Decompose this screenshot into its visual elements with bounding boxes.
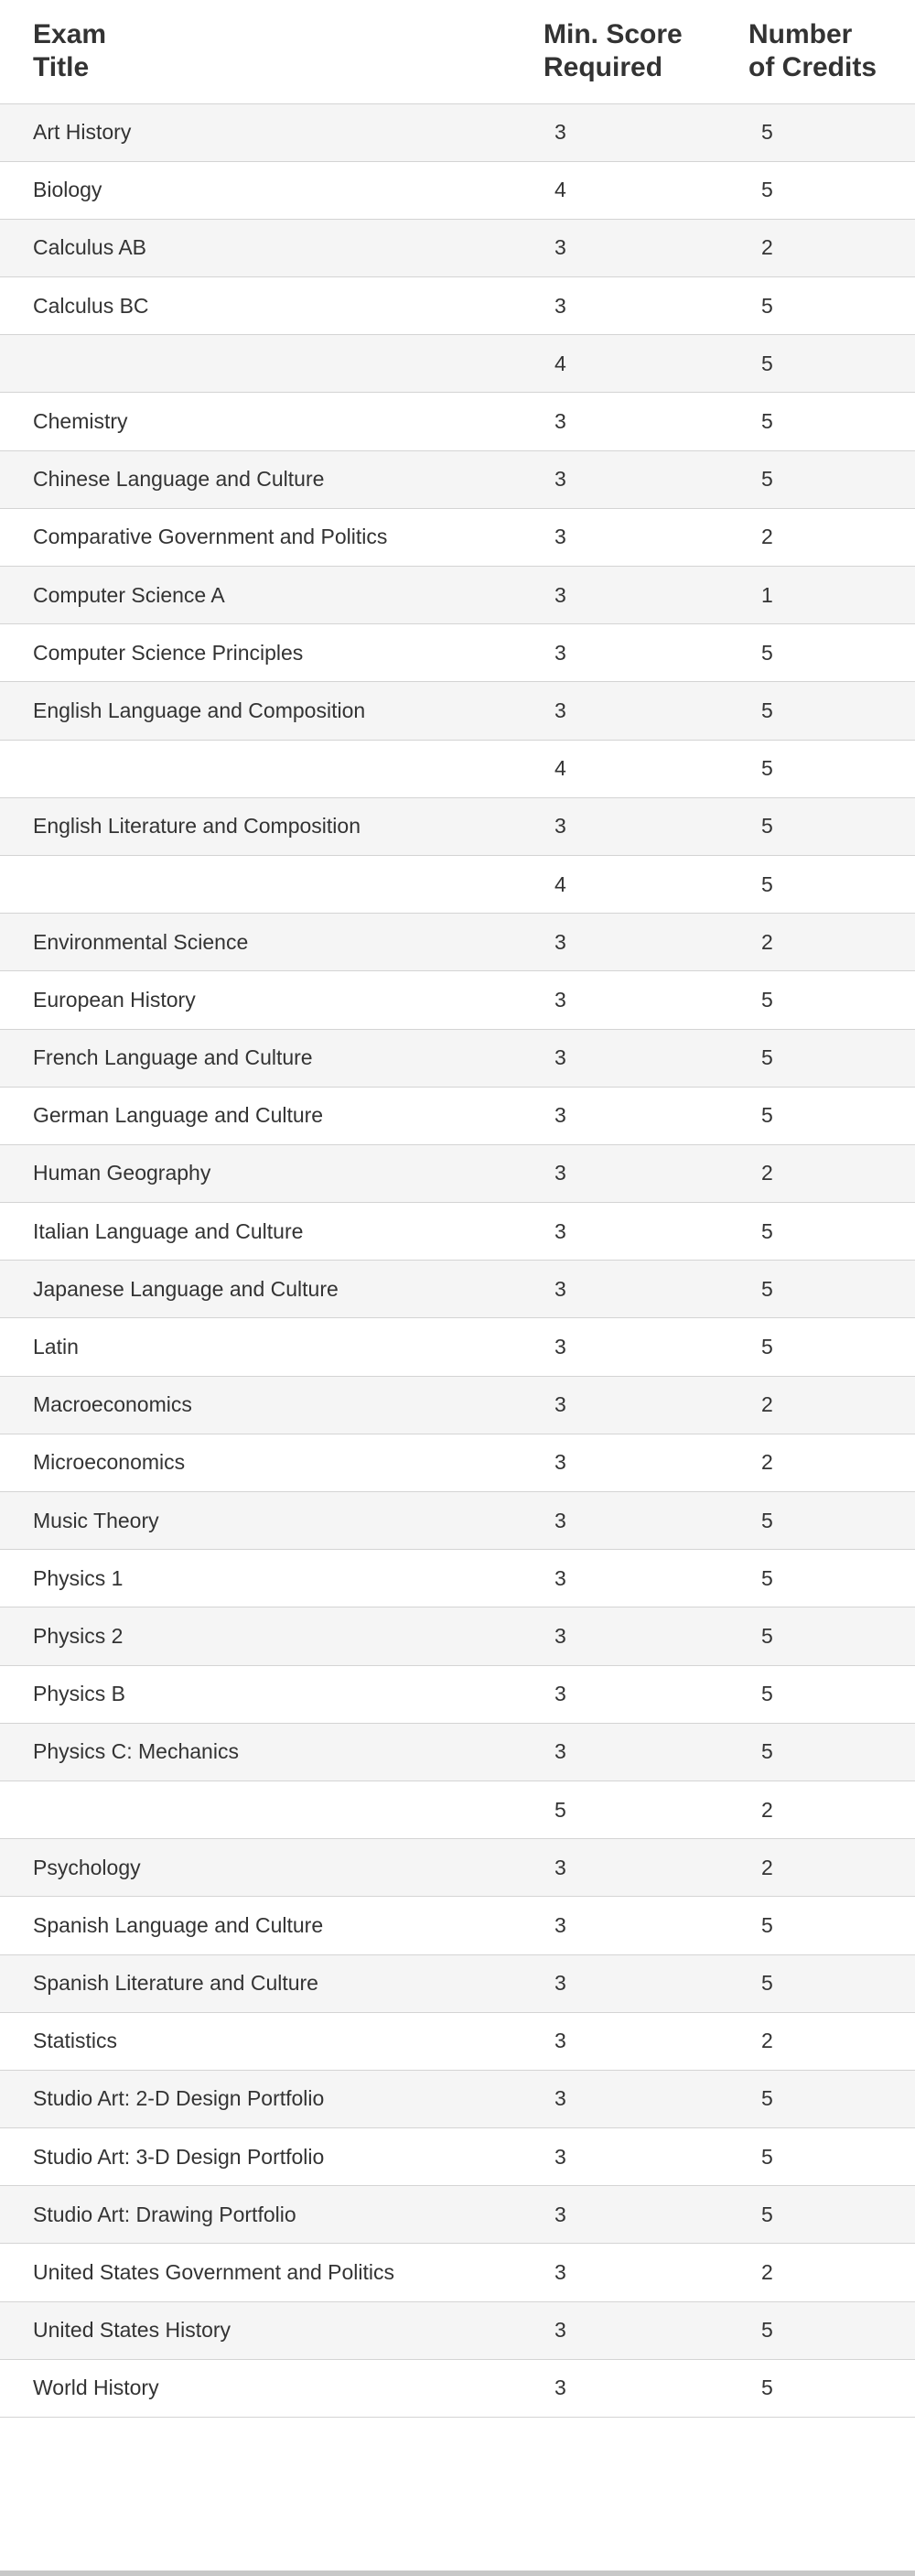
exam-title-cell	[0, 1780, 544, 1838]
header-credits-line-2: of Credits	[748, 52, 877, 83]
table-row	[0, 971, 915, 1029]
credits-cell: 5	[748, 1261, 915, 1318]
header-min-score	[544, 0, 748, 103]
exam-title-cell: Music Theory	[0, 1492, 544, 1550]
table-row	[0, 2128, 915, 2186]
exam-title-cell: Statistics	[0, 2012, 544, 2070]
exam-title-cell: Microeconomics	[0, 1434, 544, 1491]
exam-title-cell	[0, 335, 544, 393]
exam-title-cell: Spanish Language and Culture	[0, 1897, 544, 1954]
credits-cell: 5	[748, 393, 915, 450]
credits-cell: 2	[748, 1434, 915, 1491]
credits-cell: 2	[748, 1780, 915, 1838]
min-score-cell: 4	[544, 740, 748, 797]
table-row	[0, 682, 915, 740]
min-score-cell: 4	[544, 335, 748, 393]
credits-cell: 5	[748, 1954, 915, 2012]
exam-title-cell: Computer Science A	[0, 567, 544, 624]
exam-title-cell: Studio Art: Drawing Portfolio	[0, 2186, 544, 2244]
header-row	[0, 0, 915, 103]
table-row	[0, 1492, 915, 1550]
min-score-cell: 3	[544, 1203, 748, 1261]
credits-cell: 5	[748, 855, 915, 913]
min-score-cell: 3	[544, 1723, 748, 1780]
min-score-cell: 3	[544, 1607, 748, 1665]
credits-cell: 2	[748, 1839, 915, 1897]
min-score-cell: 3	[544, 567, 748, 624]
exam-title-cell: Biology	[0, 161, 544, 219]
exam-title-cell: Physics 2	[0, 1607, 544, 1665]
min-score-cell: 3	[544, 103, 748, 161]
credits-cell: 5	[748, 277, 915, 335]
credits-cell: 5	[748, 2070, 915, 2127]
credits-cell: 2	[748, 1144, 915, 1202]
table-row	[0, 914, 915, 971]
table-row	[0, 103, 915, 161]
table-row	[0, 2186, 915, 2244]
table-row	[0, 161, 915, 219]
min-score-cell: 3	[544, 1839, 748, 1897]
min-score-cell: 3	[544, 2070, 748, 2127]
table-row	[0, 2244, 915, 2301]
exam-title-cell: Comparative Government and Politics	[0, 508, 544, 566]
table-row	[0, 277, 915, 335]
credits-cell: 5	[748, 2301, 915, 2359]
exam-title-cell: Latin	[0, 1318, 544, 1376]
credits-cell: 2	[748, 914, 915, 971]
min-score-cell: 3	[544, 2359, 748, 2417]
table-row	[0, 797, 915, 855]
credits-cell: 5	[748, 682, 915, 740]
credits-cell: 5	[748, 1318, 915, 1376]
min-score-cell: 3	[544, 914, 748, 971]
exam-title-cell: Psychology	[0, 1839, 544, 1897]
min-score-cell: 3	[544, 2186, 748, 2244]
exam-title-cell: French Language and Culture	[0, 1029, 544, 1087]
header-exam-title	[0, 0, 544, 103]
min-score-cell: 3	[544, 1144, 748, 1202]
table-row	[0, 1897, 915, 1954]
min-score-cell: 3	[544, 2301, 748, 2359]
exam-title-cell: Physics 1	[0, 1550, 544, 1607]
min-score-cell: 3	[544, 797, 748, 855]
table-row	[0, 1954, 915, 2012]
credits-cell: 5	[748, 103, 915, 161]
min-score-cell: 3	[544, 1087, 748, 1144]
table-row	[0, 1665, 915, 1723]
exam-title-cell: English Language and Composition	[0, 682, 544, 740]
min-score-cell: 3	[544, 1261, 748, 1318]
exam-title-cell: Chinese Language and Culture	[0, 450, 544, 508]
table-row	[0, 1203, 915, 1261]
table-row	[0, 2301, 915, 2359]
exam-title-cell: Computer Science Principles	[0, 624, 544, 682]
table-row	[0, 1318, 915, 1376]
min-score-cell: 3	[544, 1954, 748, 2012]
credits-cell: 5	[748, 450, 915, 508]
table-row	[0, 1434, 915, 1491]
min-score-cell: 3	[544, 1318, 748, 1376]
exam-title-cell: Environmental Science	[0, 914, 544, 971]
credits-cell: 2	[748, 2012, 915, 2070]
exam-title-cell	[0, 740, 544, 797]
min-score-cell: 3	[544, 971, 748, 1029]
credits-cell: 2	[748, 219, 915, 276]
credits-cell: 5	[748, 2128, 915, 2186]
credits-cell: 5	[748, 1550, 915, 1607]
credits-cell: 5	[748, 1029, 915, 1087]
credits-cell: 5	[748, 1492, 915, 1550]
table-row	[0, 219, 915, 276]
credits-cell: 5	[748, 2359, 915, 2417]
credits-cell: 5	[748, 971, 915, 1029]
table-row	[0, 2359, 915, 2417]
exam-title-cell: Physics B	[0, 1665, 544, 1723]
exam-title-cell: United States Government and Politics	[0, 2244, 544, 2301]
credits-cell: 5	[748, 1665, 915, 1723]
min-score-cell: 3	[544, 1434, 748, 1491]
exam-title-cell: United States History	[0, 2301, 544, 2359]
min-score-cell: 3	[544, 2128, 748, 2186]
table-row	[0, 624, 915, 682]
min-score-cell: 3	[544, 393, 748, 450]
exam-title-cell	[0, 855, 544, 913]
credits-cell: 5	[748, 1607, 915, 1665]
credits-cell: 5	[748, 740, 915, 797]
table-row	[0, 1780, 915, 1838]
min-score-cell: 3	[544, 1665, 748, 1723]
header-min-score-line-1: Min. Score	[544, 19, 683, 50]
table-row	[0, 1607, 915, 1665]
min-score-cell: 3	[544, 277, 748, 335]
table-row	[0, 1376, 915, 1434]
credits-cell: 5	[748, 1723, 915, 1780]
table-row	[0, 567, 915, 624]
table-row	[0, 1839, 915, 1897]
min-score-cell: 5	[544, 1780, 748, 1838]
min-score-cell: 3	[544, 2244, 748, 2301]
exam-title-cell: European History	[0, 971, 544, 1029]
min-score-cell: 3	[544, 2012, 748, 2070]
exam-title-cell: Art History	[0, 103, 544, 161]
table-header	[0, 0, 915, 103]
exam-title-cell: Studio Art: 3-D Design Portfolio	[0, 2128, 544, 2186]
exam-title-cell: German Language and Culture	[0, 1087, 544, 1144]
exam-title-cell: World History	[0, 2359, 544, 2417]
table-row	[0, 2070, 915, 2127]
table-row	[0, 335, 915, 393]
min-score-cell: 3	[544, 624, 748, 682]
exam-title-cell: Physics C: Mechanics	[0, 1723, 544, 1780]
credits-cell: 5	[748, 624, 915, 682]
exam-title-cell: Italian Language and Culture	[0, 1203, 544, 1261]
header-exam-title-line-1: Exam	[33, 19, 107, 50]
credits-cell: 5	[748, 1087, 915, 1144]
min-score-cell: 4	[544, 161, 748, 219]
credits-cell: 5	[748, 1203, 915, 1261]
credits-cell: 5	[748, 161, 915, 219]
credits-cell: 5	[748, 797, 915, 855]
min-score-cell: 3	[544, 1550, 748, 1607]
credits-cell: 5	[748, 335, 915, 393]
exam-title-cell: Macroeconomics	[0, 1376, 544, 1434]
exam-title-cell: Human Geography	[0, 1144, 544, 1202]
min-score-cell: 3	[544, 219, 748, 276]
min-score-cell: 3	[544, 1029, 748, 1087]
min-score-cell: 3	[544, 1376, 748, 1434]
table-row	[0, 1723, 915, 1780]
table-row	[0, 1261, 915, 1318]
table-row	[0, 1087, 915, 1144]
bottom-divider	[0, 2571, 915, 2576]
min-score-cell: 4	[544, 855, 748, 913]
table-row	[0, 393, 915, 450]
exam-title-cell: English Literature and Composition	[0, 797, 544, 855]
exam-title-cell: Studio Art: 2-D Design Portfolio	[0, 2070, 544, 2127]
table-row	[0, 508, 915, 566]
credits-cell: 2	[748, 1376, 915, 1434]
header-credits	[748, 0, 915, 103]
exam-title-cell: Calculus AB	[0, 219, 544, 276]
exam-title-cell: Spanish Literature and Culture	[0, 1954, 544, 2012]
exam-title-cell: Calculus BC	[0, 277, 544, 335]
table-row	[0, 740, 915, 797]
header-min-score-line-2: Required	[544, 52, 663, 83]
table-row	[0, 2012, 915, 2070]
min-score-cell: 3	[544, 450, 748, 508]
table-row	[0, 450, 915, 508]
table-body	[0, 103, 915, 2418]
exam-title-cell: Chemistry	[0, 393, 544, 450]
table-row	[0, 1550, 915, 1607]
table-row	[0, 1029, 915, 1087]
header-exam-title-line-2: Title	[33, 52, 90, 83]
min-score-cell: 3	[544, 682, 748, 740]
min-score-cell: 3	[544, 1492, 748, 1550]
credits-cell: 2	[748, 508, 915, 566]
min-score-cell: 3	[544, 1897, 748, 1954]
table-row	[0, 1144, 915, 1202]
header-credits-line-1: Number	[748, 19, 853, 50]
credits-cell: 5	[748, 1897, 915, 1954]
credits-cell: 5	[748, 2186, 915, 2244]
table-row	[0, 855, 915, 913]
credits-cell: 2	[748, 2244, 915, 2301]
min-score-cell: 3	[544, 508, 748, 566]
credits-cell: 1	[748, 567, 915, 624]
exam-title-cell: Japanese Language and Culture	[0, 1261, 544, 1318]
